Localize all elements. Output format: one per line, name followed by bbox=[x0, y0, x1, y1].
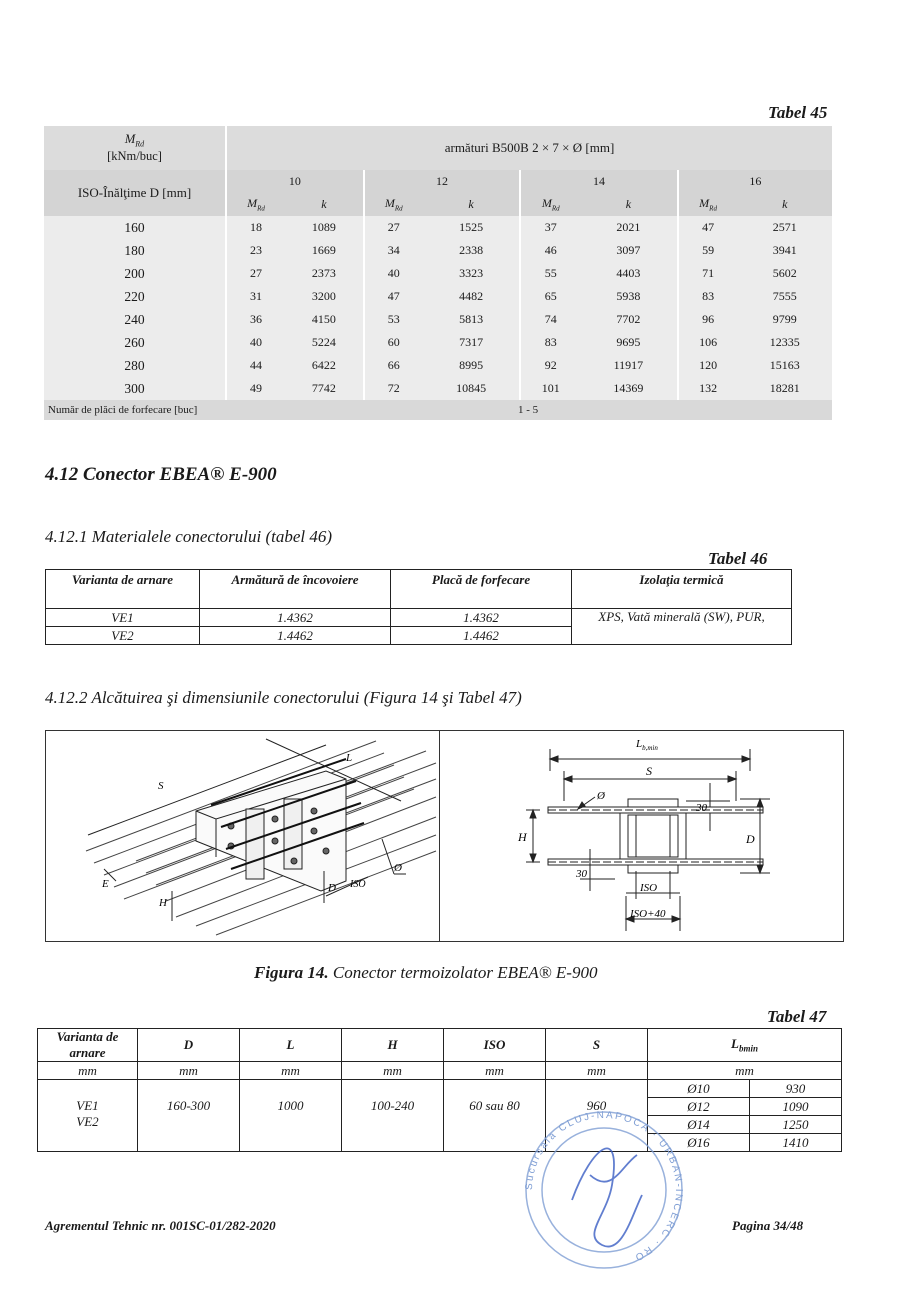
mrd-cell: 92 bbox=[520, 354, 580, 377]
k-cell: 5938 bbox=[580, 285, 678, 308]
t47-lb-dia: Ø14 bbox=[648, 1116, 750, 1134]
subheader-k: k bbox=[285, 193, 364, 216]
diameter-12: 12 bbox=[364, 170, 521, 193]
iso-label-l: L bbox=[346, 752, 353, 764]
subheader-k: k bbox=[423, 193, 521, 216]
table-row bbox=[44, 354, 832, 377]
k-cell: 3323 bbox=[423, 262, 521, 285]
mrd-cell: 55 bbox=[520, 262, 580, 285]
k-cell: 1669 bbox=[285, 239, 364, 262]
mrd-cell: 66 bbox=[364, 354, 423, 377]
mrd-cell: 49 bbox=[226, 377, 285, 400]
mrd-cell: 27 bbox=[364, 216, 423, 239]
mrd-cell: 23 bbox=[226, 239, 285, 262]
figure14-box bbox=[45, 730, 844, 942]
k-cell: 18281 bbox=[737, 377, 832, 400]
section-label-s: S bbox=[646, 764, 652, 778]
k-cell: 5224 bbox=[285, 331, 364, 354]
figure14-caption: Figura 14. Conector termoizolator EBEA® E-900 bbox=[254, 963, 598, 982]
t46-col-placa: Placă de forfecare bbox=[391, 570, 572, 609]
t47-unit: mm bbox=[38, 1062, 138, 1080]
connector-isometric-drawing bbox=[46, 731, 439, 941]
k-cell: 10845 bbox=[423, 377, 521, 400]
k-cell: 5813 bbox=[423, 308, 521, 331]
mrd-cell: 27 bbox=[226, 262, 285, 285]
mrd-cell: 37 bbox=[520, 216, 580, 239]
diameter-10: 10 bbox=[226, 170, 364, 193]
iso-height-cell: 160 bbox=[44, 216, 226, 239]
section-label-iso: ISO bbox=[640, 882, 658, 894]
k-cell: 5602 bbox=[737, 262, 832, 285]
table-row bbox=[44, 216, 832, 239]
t47-lb-dia: Ø10 bbox=[648, 1080, 750, 1098]
mrd-cell: 53 bbox=[364, 308, 423, 331]
t47-l-value: 1000 bbox=[240, 1080, 342, 1152]
iso-height-cell: 280 bbox=[44, 354, 226, 377]
mrd-cell: 65 bbox=[520, 285, 580, 308]
k-cell: 2571 bbox=[737, 216, 832, 239]
tabel47 bbox=[37, 1028, 842, 1152]
subheader-mrd: $M_{Rd}$ bbox=[226, 193, 285, 216]
t47-lb-val: 1090 bbox=[750, 1098, 842, 1116]
t47-col-h: H bbox=[342, 1029, 444, 1062]
stamp-text: Sucursala CLUJ-NAPOCA · URBAN-INCERC · RO bbox=[523, 1109, 685, 1264]
t47-col-varianta: Varianta de arnare bbox=[38, 1029, 138, 1062]
k-cell: 4482 bbox=[423, 285, 521, 308]
mrd-cell: 120 bbox=[678, 354, 738, 377]
subheader-k: k bbox=[737, 193, 832, 216]
tabel45-caption: Tabel 45 bbox=[768, 103, 828, 122]
k-cell: 3097 bbox=[580, 239, 678, 262]
iso-label-d: D bbox=[328, 882, 336, 894]
shear-plates-label: Număr de plăci de forfecare [buc] bbox=[44, 400, 226, 420]
t47-col-d: D bbox=[138, 1029, 240, 1062]
iso-height-cell: 180 bbox=[44, 239, 226, 262]
t46-col-armatura: Armătură de încovoiere bbox=[200, 570, 391, 609]
t47-lb-dia: Ø16 bbox=[648, 1134, 750, 1152]
mrd-symbol: $M_{Rd}$ bbox=[124, 132, 145, 149]
armaturi-header: armături B500B 2 × 7 × Ø [mm] bbox=[226, 126, 832, 170]
mrd-cell: 40 bbox=[364, 262, 423, 285]
iso-height-cell: 200 bbox=[44, 262, 226, 285]
table-row bbox=[44, 239, 832, 262]
section-label-d: D bbox=[746, 832, 755, 846]
mrd-header bbox=[44, 126, 226, 170]
subheader-k: k bbox=[580, 193, 678, 216]
k-cell: 2373 bbox=[285, 262, 364, 285]
subheader-mrd: $M_{Rd}$ bbox=[678, 193, 738, 216]
tabel47-caption: Tabel 47 bbox=[767, 1007, 827, 1026]
iso-height-header: ISO-Înălţime D [mm] bbox=[44, 170, 226, 216]
k-cell: 7742 bbox=[285, 377, 364, 400]
mrd-cell: 106 bbox=[678, 331, 738, 354]
footer-page-number: Pagina 34/48 bbox=[732, 1218, 804, 1233]
t47-col-s: S bbox=[546, 1029, 648, 1062]
k-cell: 8995 bbox=[423, 354, 521, 377]
k-cell: 14369 bbox=[580, 377, 678, 400]
footer-agrement: Agrementul Tehnic nr. 001SC-01/282-2020 bbox=[45, 1218, 276, 1233]
iso-height-cell: 220 bbox=[44, 285, 226, 308]
t46-cell: 1.4462 bbox=[200, 627, 391, 645]
section-4-12-title: 4.12 Conector EBEA® E-900 bbox=[45, 464, 277, 485]
t47-variants: VE1 VE2 bbox=[38, 1080, 138, 1152]
section-label-iso40: ISO+40 bbox=[630, 908, 666, 920]
k-cell: 4403 bbox=[580, 262, 678, 285]
t46-cell: 1.4362 bbox=[200, 609, 391, 627]
mrd-cell: 34 bbox=[364, 239, 423, 262]
mrd-cell: 96 bbox=[678, 308, 738, 331]
iso-height-cell: 240 bbox=[44, 308, 226, 331]
tabel46 bbox=[45, 569, 792, 645]
t46-cell: 1.4362 bbox=[391, 609, 572, 627]
mrd-cell: 132 bbox=[678, 377, 738, 400]
t47-lb-val: 930 bbox=[750, 1080, 842, 1098]
iso-label-s: S bbox=[158, 780, 164, 792]
k-cell: 4150 bbox=[285, 308, 364, 331]
diameter-16: 16 bbox=[678, 170, 832, 193]
t47-s-value: 960 bbox=[546, 1080, 648, 1152]
t47-col-l: L bbox=[240, 1029, 342, 1062]
t46-cell: VE2 bbox=[46, 627, 200, 645]
k-cell: 3941 bbox=[737, 239, 832, 262]
iso-height-cell: 260 bbox=[44, 331, 226, 354]
tabel45 bbox=[44, 126, 832, 420]
t47-unit: mm bbox=[138, 1062, 240, 1080]
t47-lb-val: 1250 bbox=[750, 1116, 842, 1134]
t47-unit: mm bbox=[342, 1062, 444, 1080]
table-row bbox=[44, 262, 832, 285]
mrd-cell: 83 bbox=[520, 331, 580, 354]
iso-label-e: E bbox=[102, 878, 109, 890]
section-label-30-top: 30 bbox=[696, 802, 707, 814]
k-cell: 12335 bbox=[737, 331, 832, 354]
table-row bbox=[44, 331, 832, 354]
k-cell: 2021 bbox=[580, 216, 678, 239]
k-cell: 2338 bbox=[423, 239, 521, 262]
mrd-unit: [kNm/buc] bbox=[107, 148, 162, 163]
mrd-cell: 44 bbox=[226, 354, 285, 377]
t47-unit: mm bbox=[240, 1062, 342, 1080]
subheader-mrd: $M_{Rd}$ bbox=[364, 193, 423, 216]
mrd-cell: 83 bbox=[678, 285, 738, 308]
t47-unit: mm bbox=[648, 1062, 842, 1080]
k-cell: 9799 bbox=[737, 308, 832, 331]
k-cell: 1525 bbox=[423, 216, 521, 239]
section-label-30-bottom: 30 bbox=[576, 868, 587, 880]
section-4-12-1-title: 4.12.1 Materialele conectorului (tabel 46) bbox=[45, 527, 333, 546]
t47-col-lbmin: $L_{bmin}$ bbox=[648, 1029, 842, 1062]
t46-cell: 1.4462 bbox=[391, 627, 572, 645]
mrd-cell: 46 bbox=[520, 239, 580, 262]
official-stamp bbox=[512, 1105, 697, 1270]
section-label-h: H bbox=[518, 830, 527, 844]
t46-insulation: XPS, Vată minerală (SW), PUR, bbox=[572, 609, 792, 645]
mrd-cell: 36 bbox=[226, 308, 285, 331]
k-cell: 3200 bbox=[285, 285, 364, 308]
mrd-cell: 59 bbox=[678, 239, 738, 262]
tabel46-caption: Tabel 46 bbox=[708, 549, 768, 568]
mrd-cell: 18 bbox=[226, 216, 285, 239]
mrd-cell: 71 bbox=[678, 262, 738, 285]
t47-unit: mm bbox=[546, 1062, 648, 1080]
section-label-o: Ø bbox=[597, 790, 605, 802]
mrd-cell: 101 bbox=[520, 377, 580, 400]
shear-plates-value: 1 - 5 bbox=[226, 400, 832, 420]
table-row bbox=[44, 285, 832, 308]
mrd-cell: 47 bbox=[678, 216, 738, 239]
mrd-cell: 60 bbox=[364, 331, 423, 354]
k-cell: 7317 bbox=[423, 331, 521, 354]
k-cell: 6422 bbox=[285, 354, 364, 377]
t47-unit: mm bbox=[444, 1062, 546, 1080]
mrd-cell: 72 bbox=[364, 377, 423, 400]
mrd-cell: 74 bbox=[520, 308, 580, 331]
k-cell: 11917 bbox=[580, 354, 678, 377]
t47-col-iso: ISO bbox=[444, 1029, 546, 1062]
section-4-12-2-title: 4.12.2 Alcătuirea şi dimensiunile conectorului (Figura 14 şi Tabel 47) bbox=[45, 688, 522, 707]
iso-label-h: H bbox=[159, 897, 167, 909]
t46-col-varianta: Varianta de arnare bbox=[46, 570, 200, 609]
iso-height-cell: 300 bbox=[44, 377, 226, 400]
k-cell: 7702 bbox=[580, 308, 678, 331]
k-cell: 7555 bbox=[737, 285, 832, 308]
t47-h-value: 100-240 bbox=[342, 1080, 444, 1152]
table-row bbox=[44, 377, 832, 400]
mrd-cell: 40 bbox=[226, 331, 285, 354]
diameter-14: 14 bbox=[520, 170, 677, 193]
t47-iso-value: 60 sau 80 bbox=[444, 1080, 546, 1152]
mrd-cell: 31 bbox=[226, 285, 285, 308]
subheader-mrd: $M_{Rd}$ bbox=[520, 193, 580, 216]
t47-d-value: 160-300 bbox=[138, 1080, 240, 1152]
k-cell: 1089 bbox=[285, 216, 364, 239]
k-cell: 9695 bbox=[580, 331, 678, 354]
t47-lb-val: 1410 bbox=[750, 1134, 842, 1152]
iso-label-o: Ø bbox=[394, 862, 402, 874]
t46-cell: VE1 bbox=[46, 609, 200, 627]
t46-col-izolatia: Izolaţia termică bbox=[572, 570, 792, 609]
iso-label-iso: ISO bbox=[350, 879, 366, 890]
mrd-cell: 47 bbox=[364, 285, 423, 308]
section-label-lb: $L_{b,min}$ bbox=[636, 738, 658, 752]
table-row bbox=[44, 308, 832, 331]
k-cell: 15163 bbox=[737, 354, 832, 377]
t47-lb-dia: Ø12 bbox=[648, 1098, 750, 1116]
connector-section-drawing bbox=[440, 731, 843, 941]
